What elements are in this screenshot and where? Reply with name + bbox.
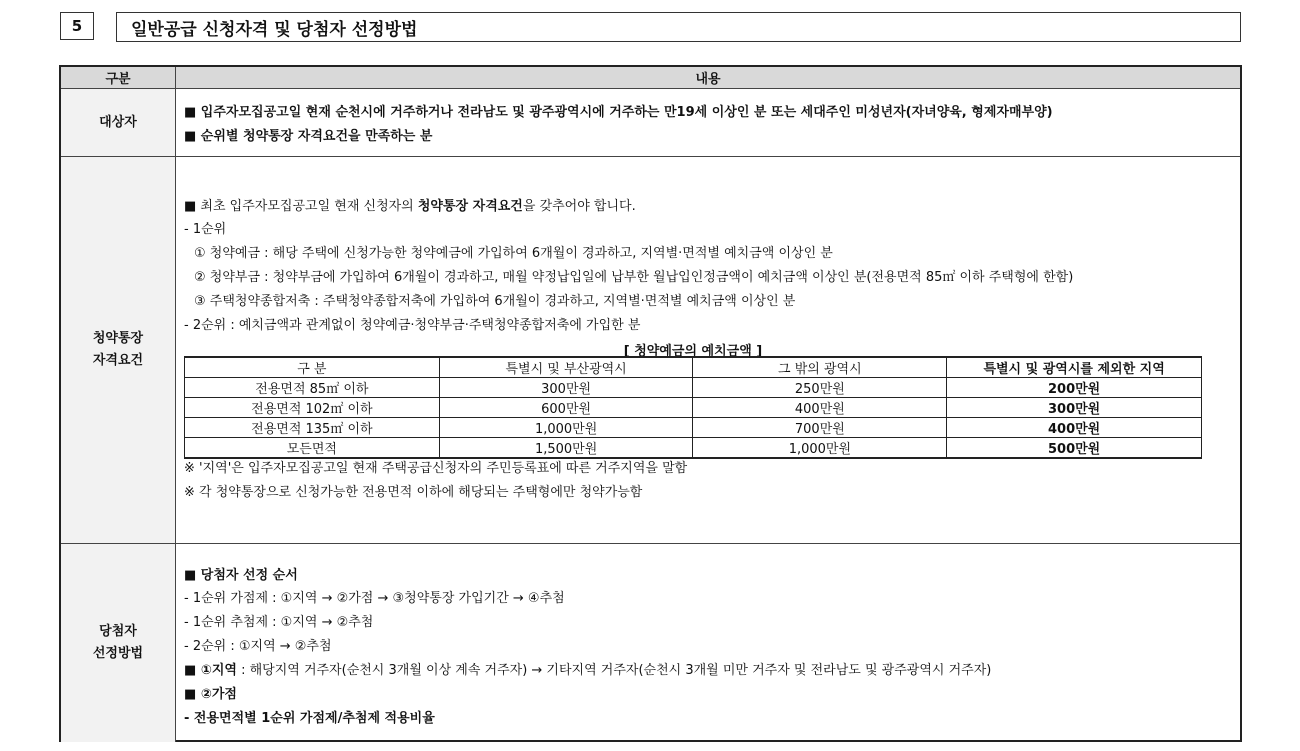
table-row bbox=[185, 438, 1202, 459]
account-item2: ② 청약부금 : 청약부금에 가입하여 6개월이 경과하고, 매월 약정납입일에 납부한 월납입인정금액이 예치금액 이상인 분(전용면적 85㎡ 이하 주택형에 한함) bbox=[194, 270, 1074, 285]
deposit-cell: 1,000만원 bbox=[693, 438, 947, 459]
row-label-selection-line2: 선정방법 bbox=[92, 646, 144, 661]
deposit-cell: 전용면적 135㎡ 이하 bbox=[185, 418, 440, 438]
applicants-line-2: ■ 순위별 청약통장 자격요건을 만족하는 분 bbox=[184, 129, 433, 144]
row-label-account-line2: 자격요건 bbox=[92, 353, 144, 368]
deposit-table-caption: [ 청약예금의 예치금액 ] bbox=[623, 344, 763, 359]
deposit-table bbox=[184, 356, 1202, 459]
table-row bbox=[185, 378, 1202, 398]
selection-line-2: - 1순위 추첨제 : ①지역 → ②추첨 bbox=[184, 615, 374, 630]
deposit-header-category: 구 분 bbox=[185, 357, 440, 378]
section-title: 일반공급 신청자격 및 당첨자 선정방법 bbox=[116, 12, 1241, 42]
row-label-account-line1: 청약통장 bbox=[92, 331, 144, 346]
account-rank1: - 1순위 bbox=[184, 222, 227, 237]
header-category: 구분 bbox=[61, 67, 176, 89]
deposit-cell: 300만원 bbox=[947, 398, 1202, 418]
account-item3: ③ 주택청약종합저축 : 주택청약종합저축에 가입하여 6개월이 경과하고, 지역별·면적별 예치금액 이상인 분 bbox=[194, 294, 796, 309]
deposit-cell: 200만원 bbox=[947, 378, 1202, 398]
account-rank2: - 2순위 : 예치금액과 관계없이 청약예금·청약부금·주택청약종합저축에 가입한 분 bbox=[184, 318, 641, 333]
selection-line-3: - 2순위 : ①지역 → ②추첨 bbox=[184, 639, 332, 654]
account-intro bbox=[184, 195, 636, 214]
deposit-cell: 모든면적 bbox=[185, 438, 440, 459]
account-intro-post: 을 갖추어야 합니다. bbox=[522, 199, 636, 214]
deposit-cell: 400만원 bbox=[947, 418, 1202, 438]
row-content-applicants bbox=[176, 89, 1240, 157]
table-row bbox=[185, 418, 1202, 438]
deposit-cell: 250만원 bbox=[693, 378, 947, 398]
selection-heading: ■ 당첨자 선정 순서 bbox=[184, 568, 298, 583]
deposit-cell: 500만원 bbox=[947, 438, 1202, 459]
row-label-selection-line1: 당첨자 bbox=[99, 624, 137, 639]
selection-line-5: ■ ②가점 bbox=[184, 687, 237, 702]
applicants-line-1: ■ 입주자모집공고일 현재 순천시에 거주하거나 전라남도 및 광주광역시에 거주하는 만19세 이상인 분 또는 세대주인 미성년자(자녀양육, 형제자매부양) bbox=[184, 105, 1053, 120]
deposit-cell: 1,500만원 bbox=[439, 438, 693, 459]
account-note1: ※ '지역'은 입주자모집공고일 현재 주택공급신청자의 주민등록표에 따른 거주지역을 말함 bbox=[184, 461, 688, 476]
deposit-header-seoul-busan: 특별시 및 부산광역시 bbox=[439, 357, 693, 378]
row-content-selection bbox=[176, 544, 1240, 742]
selection-line-1: - 1순위 가점제 : ①지역 → ②가점 → ③청약통장 가입기간 → ④추첨 bbox=[184, 591, 565, 606]
account-intro-pre: ■ 최초 입주자모집공고일 현재 신청자의 bbox=[184, 199, 418, 214]
selection-line-4 bbox=[184, 659, 991, 678]
row-label-applicants bbox=[61, 89, 176, 157]
deposit-cell: 전용면적 102㎡ 이하 bbox=[185, 398, 440, 418]
account-intro-bold: 청약통장 자격요건 bbox=[417, 199, 523, 214]
deposit-cell: 400만원 bbox=[693, 398, 947, 418]
deposit-header-other-region: 특별시 및 광역시를 제외한 지역 bbox=[947, 357, 1202, 378]
deposit-cell: 1,000만원 bbox=[439, 418, 693, 438]
selection-line-6: - 전용면적별 1순위 가점제/추첨제 적용비율 bbox=[184, 711, 435, 726]
selection-line-4-rest: : 해당지역 거주자(순천시 3개월 이상 계속 거주자) → 기타지역 거주자(순천시 3개월 미만 거주자 및 전라남도 및 광주광역시 거주자) bbox=[236, 663, 992, 678]
section-number: 5 bbox=[60, 12, 94, 40]
deposit-cell: 700만원 bbox=[693, 418, 947, 438]
deposit-header-other-metro: 그 밖의 광역시 bbox=[693, 357, 947, 378]
row-label-account bbox=[61, 157, 176, 544]
deposit-cell: 600만원 bbox=[439, 398, 693, 418]
row-label-applicants-text: 대상자 bbox=[99, 114, 137, 130]
header-content: 내용 bbox=[176, 67, 1240, 89]
account-note2: ※ 각 청약통장으로 신청가능한 전용면적 이하에 해당되는 주택형에만 청약가능함 bbox=[184, 485, 643, 500]
deposit-cell: 전용면적 85㎡ 이하 bbox=[185, 378, 440, 398]
row-label-selection bbox=[61, 544, 176, 742]
selection-line-4-bold: ■ ①지역 bbox=[184, 663, 237, 678]
eligibility-table bbox=[59, 65, 1242, 742]
table-row bbox=[185, 398, 1202, 418]
account-item1: ① 청약예금 : 해당 주택에 신청가능한 청약예금에 가입하여 6개월이 경과하고, 지역별·면적별 예치금액 이상인 분 bbox=[194, 246, 833, 261]
deposit-cell: 300만원 bbox=[439, 378, 693, 398]
